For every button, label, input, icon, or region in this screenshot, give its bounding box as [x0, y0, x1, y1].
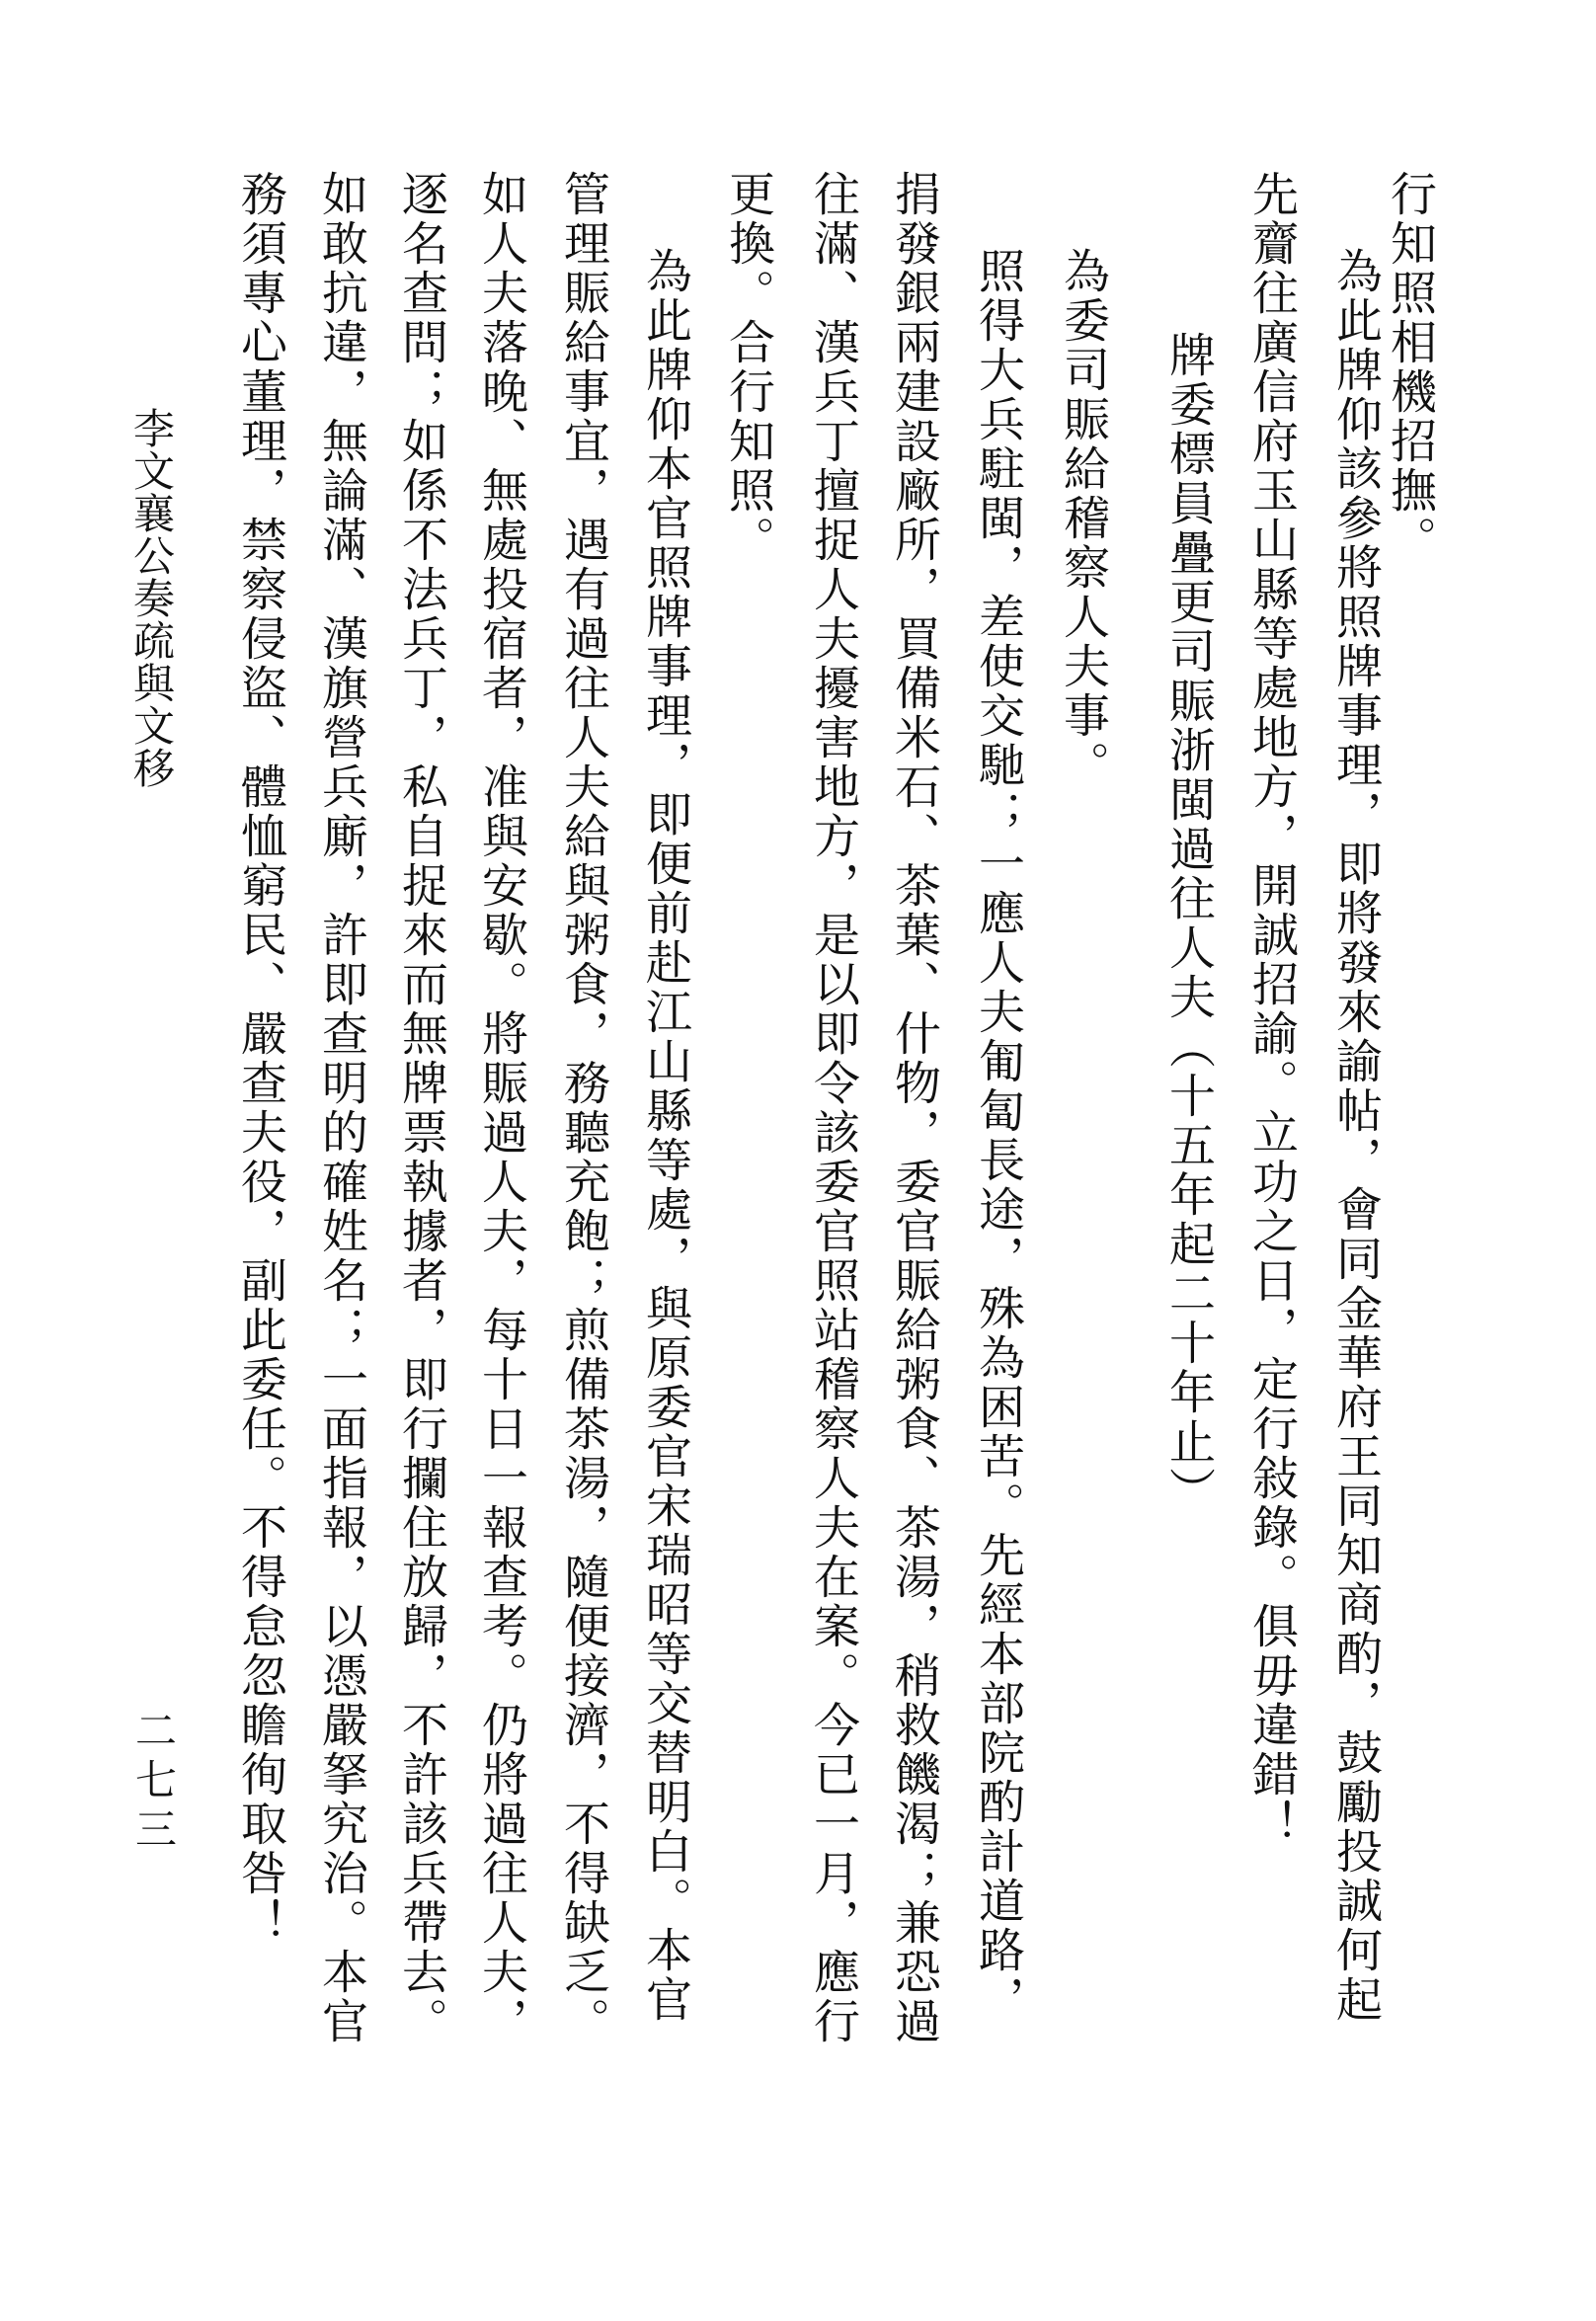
text-column-5-heading: 為委司賑給稽察人夫事。: [1056, 247, 1110, 790]
text-column-11: 管理賑給事宜，遇有過往人夫給與粥食，務聽充飽；煎備茶湯，隨便接濟，不得缺乏。: [556, 170, 610, 2046]
text-column-14: 如敢抗違，無論滿、漢旗營兵廝，許即查明的確姓名；一面指報，以憑嚴拏究治。本官: [314, 170, 368, 2046]
page-number: 二七三: [129, 1709, 178, 1857]
text-column-9: 更換。合行知照。: [721, 170, 775, 565]
text-column-13: 逐名查問；如係不法兵丁，私自捉來而無牌票執據者，即行攔住放歸，不許該兵帶去。: [394, 170, 448, 2046]
text-column-2: 為此牌仰該參將照牌事理，即將發來諭帖，會同金華府王同知商酌，鼓勵投誠何起: [1328, 247, 1383, 2025]
text-column-1: 行知照相機招撫。: [1383, 170, 1437, 565]
text-column-3: 先齎往廣信府玉山縣等處地方，開誠招諭。立功之日，定行敍錄。俱毋違錯！: [1244, 170, 1299, 1849]
book-title: 李文襄公奏疏與文移: [127, 407, 176, 789]
text-column-8: 往滿、漢兵丁擅捉人夫擾害地方，是以即令該委官照站稽察人夫在案。今已一月，應行: [806, 170, 860, 2046]
text-column-12: 如人夫落晚、無處投宿者，准與安歇。將賑過人夫，每十日一報查考。仍將過往人夫，: [474, 170, 528, 2046]
text-column-6: 照得大兵駐閩，差使交馳；一應人夫匍匐長途，殊為困苦。先經本部院酌計道路，: [971, 247, 1025, 2025]
text-column-7: 捐發銀兩建設廠所，買備米石、茶葉、什物，委官賑給粥食、茶湯，稍救饑渴；兼恐過: [887, 170, 941, 2046]
text-column-4-subheading: 牌委標員疊更司賑浙閩過往人夫（十五年起二十年止）: [1161, 331, 1216, 1516]
text-column-15: 務須專心董理，禁察侵盜、體恤窮民、嚴查夫役，副此委任。不得怠忽瞻徇取咎！: [233, 170, 287, 1948]
text-column-10: 為此牌仰本官照牌事理，即便前赴江山縣等處，與原委官宋瑞昭等交替明白。本官: [638, 247, 692, 2025]
